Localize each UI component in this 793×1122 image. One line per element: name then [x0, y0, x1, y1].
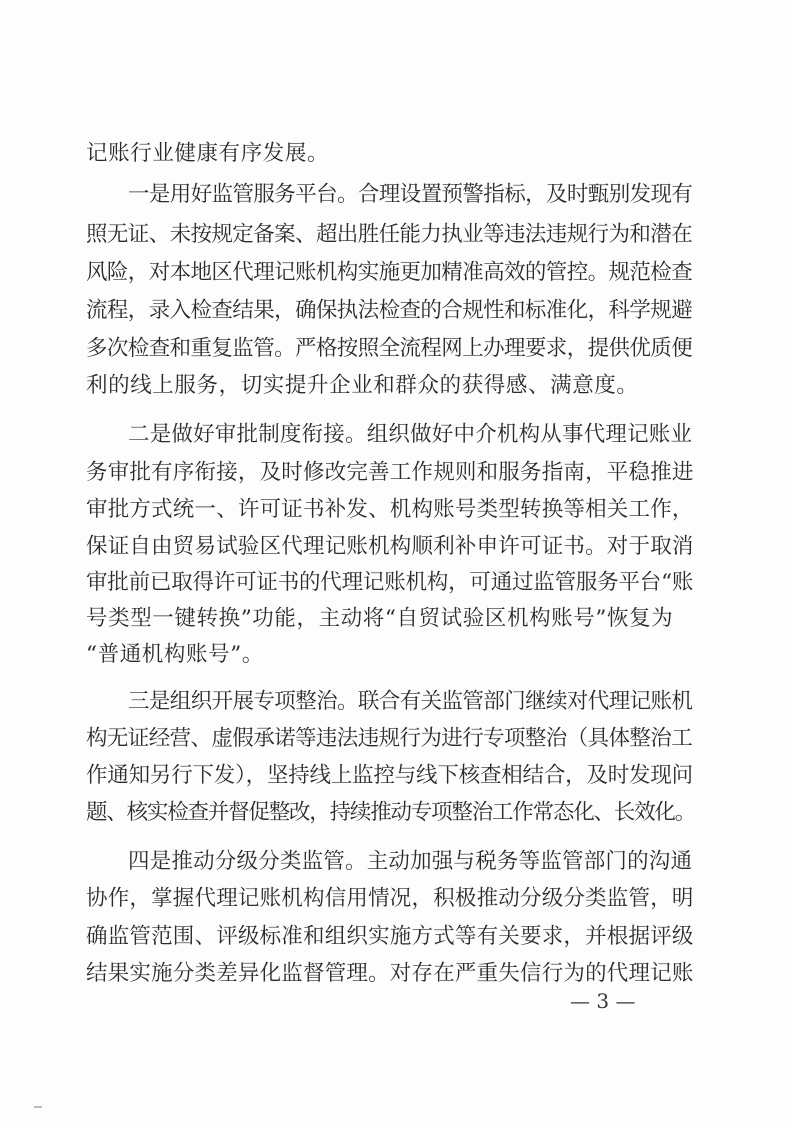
text-line-15: 三是组织开展专项整治。联合有关监管部门继续对代理记账机 — [128, 689, 693, 714]
text-line-19: 四是推动分级分类监管。主动加强与税务等监管部门的沟通 — [128, 849, 693, 874]
text-line-4: 风险，对本地区代理记账机构实施更加精准高效的管控。规范检查 — [86, 260, 693, 285]
text-line-21: 确监管范围、评级标准和组织实施方式等有关要求，并根据评级 — [86, 924, 694, 949]
text-line-7: 利的线上服务，切实提升企业和群众的获得感、满意度。 — [86, 373, 639, 398]
text-line-8: 二是做好审批制度衔接。组织做好中介机构从事代理记账业 — [128, 422, 693, 447]
text-line-6: 多次检查和重复监管。严格按照全流程网上办理要求，提供优质便 — [86, 336, 693, 361]
text-line-9: 务审批有序衔接，及时修改完善工作规则和服务指南，平稳推进 — [86, 460, 694, 485]
scan-artifact — [34, 1106, 42, 1108]
text-line-22: 结果实施分类差异化监督管理。对存在严重失信行为的代理记账 — [86, 961, 694, 986]
text-line-16: 构无证经营、虚假承诺等违法违规行为进行专项整治（具体整治工 — [86, 726, 693, 751]
text-line-2: 一是用好监管服务平台。合理设置预警指标，及时甄别发现有 — [128, 182, 693, 207]
text-line-3: 照无证、未按规定备案、超出胜任能力执业等违法违规行为和潜在 — [86, 222, 693, 247]
text-line-18: 题、核实检查并督促整改，持续推动专项整治工作常态化、长效化。 — [86, 800, 696, 825]
text-line-10: 审批方式统一、许可证书补发、机构账号类型转换等相关工作， — [86, 497, 694, 522]
text-line-11: 保证自由贸易试验区代理记账机构顺利补申许可证书。对于取消 — [86, 534, 694, 559]
text-line-17: 作通知另行下发），坚持线上监控与线下核查相结合，及时发现问 — [86, 763, 693, 788]
text-line-1: 记账行业健康有序发展。 — [86, 141, 330, 166]
text-line-14: “普通机构账号”。 — [86, 642, 264, 667]
text-line-20: 协作，掌握代理记账机构信用情况，积极推动分级分类监管，明 — [86, 886, 694, 911]
page-number: — 3 — — [570, 989, 636, 1013]
text-line-5: 流程，录入检查结果，确保执法检查的合规性和标准化，科学规避 — [86, 298, 693, 323]
text-line-12: 审批前已取得许可证书的代理记账机构，可通过监管服务平台“账 — [86, 570, 694, 595]
text-line-13: 号类型一键转换”功能，主动将“自贸试验区机构账号”恢复为 — [86, 606, 674, 631]
